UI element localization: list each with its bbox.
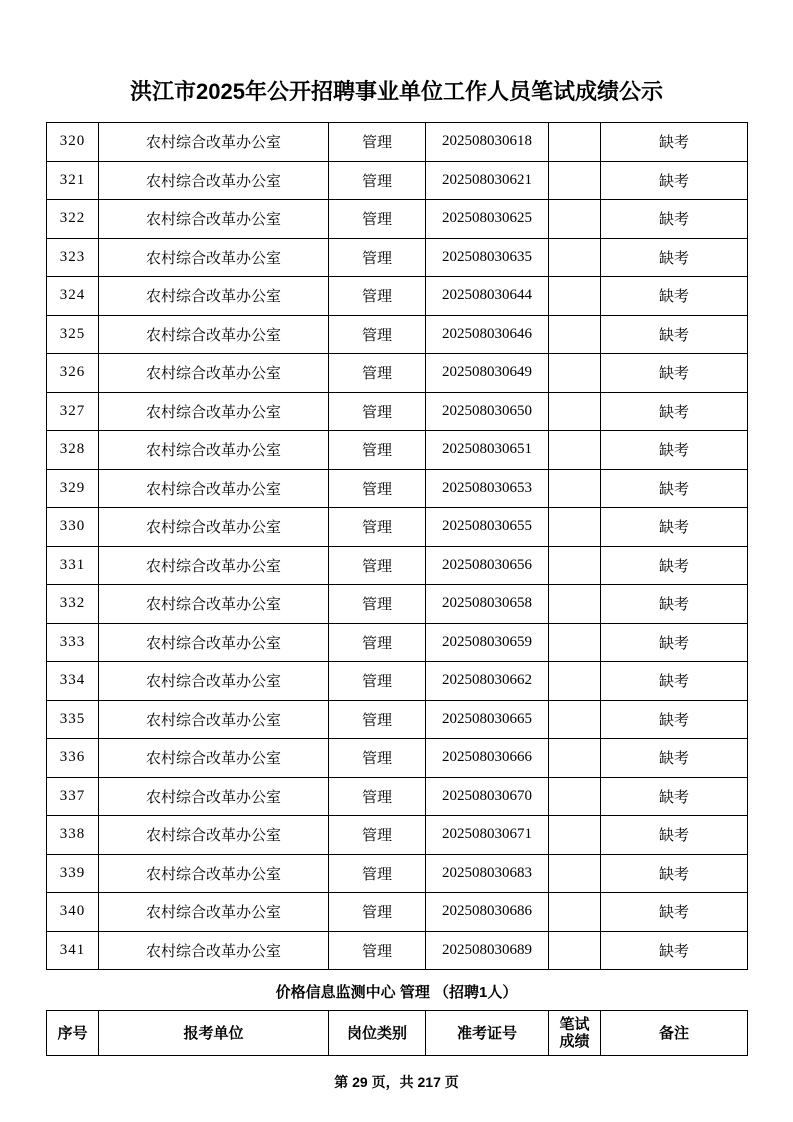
section-caption: 价格信息监测中心 管理 （招聘1人） (275, 984, 518, 1001)
table-row (47, 931, 748, 970)
table-row (47, 392, 748, 431)
cell-id: 202508030635 (426, 238, 549, 277)
cell-id: 202508030649 (426, 354, 549, 393)
cell-seq: 327 (47, 392, 99, 431)
cell-type: 管理 (329, 623, 426, 662)
cell-type: 管理 (329, 931, 426, 970)
cell-score (549, 431, 601, 470)
cell-id: 202508030656 (426, 546, 549, 585)
page-footer: 第 29 页，共 217 页 (334, 1074, 459, 1090)
table-row (47, 469, 748, 508)
cell-type: 管理 (329, 315, 426, 354)
cell-unit: 农村综合改革办公室 (99, 816, 329, 855)
cell-seq: 320 (47, 123, 99, 162)
cell-id: 202508030650 (426, 392, 549, 431)
cell-seq: 336 (47, 739, 99, 778)
table-row (47, 200, 748, 239)
cell-seq: 325 (47, 315, 99, 354)
table-row (47, 123, 748, 162)
column-header-type: 岗位类别 (329, 1011, 426, 1056)
cell-score (549, 623, 601, 662)
cell-seq: 338 (47, 816, 99, 855)
table-row (47, 431, 748, 470)
cell-note: 缺考 (601, 238, 748, 277)
cell-seq: 332 (47, 585, 99, 624)
cell-type: 管理 (329, 392, 426, 431)
cell-note: 缺考 (601, 277, 748, 316)
cell-id: 202508030646 (426, 315, 549, 354)
cell-type: 管理 (329, 508, 426, 547)
cell-score (549, 469, 601, 508)
cell-unit: 农村综合改革办公室 (99, 931, 329, 970)
page-title: 洪江市2025年公开招聘事业单位工作人员笔试成绩公示 (130, 79, 663, 104)
cell-note: 缺考 (601, 623, 748, 662)
cell-unit: 农村综合改革办公室 (99, 739, 329, 778)
cell-note: 缺考 (601, 739, 748, 778)
cell-score (549, 931, 601, 970)
cell-id: 202508030689 (426, 931, 549, 970)
column-header-score-line1: 笔试 (559, 1016, 590, 1033)
table-row (47, 893, 748, 932)
table-row (47, 585, 748, 624)
cell-id: 202508030653 (426, 469, 549, 508)
results-table (46, 122, 748, 970)
cell-note: 缺考 (601, 816, 748, 855)
cell-type: 管理 (329, 469, 426, 508)
cell-score (549, 277, 601, 316)
cell-note: 缺考 (601, 431, 748, 470)
cell-type: 管理 (329, 585, 426, 624)
table-row (47, 161, 748, 200)
cell-note: 缺考 (601, 854, 748, 893)
cell-unit: 农村综合改革办公室 (99, 585, 329, 624)
cell-id: 202508030670 (426, 777, 549, 816)
cell-unit: 农村综合改革办公室 (99, 508, 329, 547)
cell-unit: 农村综合改革办公室 (99, 123, 329, 162)
table-row (47, 546, 748, 585)
table-row (47, 816, 748, 855)
cell-id: 202508030662 (426, 662, 549, 701)
cell-type: 管理 (329, 123, 426, 162)
cell-note: 缺考 (601, 354, 748, 393)
column-header-note: 备注 (601, 1011, 748, 1056)
cell-type: 管理 (329, 777, 426, 816)
column-header-score (549, 1011, 601, 1056)
cell-seq: 324 (47, 277, 99, 316)
cell-note: 缺考 (601, 662, 748, 701)
cell-score (549, 739, 601, 778)
cell-seq: 339 (47, 854, 99, 893)
cell-unit: 农村综合改革办公室 (99, 392, 329, 431)
cell-id: 202508030671 (426, 816, 549, 855)
cell-type: 管理 (329, 431, 426, 470)
cell-seq: 341 (47, 931, 99, 970)
cell-seq: 323 (47, 238, 99, 277)
cell-note: 缺考 (601, 893, 748, 932)
cell-note: 缺考 (601, 200, 748, 239)
cell-unit: 农村综合改革办公室 (99, 431, 329, 470)
table-row (47, 238, 748, 277)
cell-note: 缺考 (601, 777, 748, 816)
cell-seq: 321 (47, 161, 99, 200)
cell-id: 202508030683 (426, 854, 549, 893)
cell-id: 202508030655 (426, 508, 549, 547)
cell-score (549, 546, 601, 585)
cell-id: 202508030666 (426, 739, 549, 778)
cell-type: 管理 (329, 354, 426, 393)
column-header-seq: 序号 (47, 1011, 99, 1056)
cell-note: 缺考 (601, 123, 748, 162)
cell-unit: 农村综合改革办公室 (99, 354, 329, 393)
cell-type: 管理 (329, 739, 426, 778)
cell-unit: 农村综合改革办公室 (99, 854, 329, 893)
cell-score (549, 585, 601, 624)
cell-score (549, 662, 601, 701)
cell-score (549, 700, 601, 739)
cell-score (549, 893, 601, 932)
cell-score (549, 123, 601, 162)
cell-type: 管理 (329, 277, 426, 316)
cell-seq: 330 (47, 508, 99, 547)
cell-seq: 340 (47, 893, 99, 932)
table-row (47, 777, 748, 816)
cell-unit: 农村综合改革办公室 (99, 161, 329, 200)
cell-seq: 322 (47, 200, 99, 239)
cell-seq: 335 (47, 700, 99, 739)
cell-type: 管理 (329, 238, 426, 277)
table-header-row (47, 1011, 748, 1056)
cell-type: 管理 (329, 200, 426, 239)
cell-id: 202508030651 (426, 431, 549, 470)
cell-note: 缺考 (601, 315, 748, 354)
cell-unit: 农村综合改革办公室 (99, 200, 329, 239)
cell-unit: 农村综合改革办公室 (99, 315, 329, 354)
cell-id: 202508030659 (426, 623, 549, 662)
cell-note: 缺考 (601, 931, 748, 970)
column-header-score-line2: 成绩 (559, 1033, 590, 1050)
cell-seq: 328 (47, 431, 99, 470)
cell-seq: 326 (47, 354, 99, 393)
table-row (47, 700, 748, 739)
cell-note: 缺考 (601, 508, 748, 547)
cell-note: 缺考 (601, 700, 748, 739)
cell-unit: 农村综合改革办公室 (99, 700, 329, 739)
cell-type: 管理 (329, 662, 426, 701)
table-row (47, 854, 748, 893)
table-row (47, 354, 748, 393)
table-row (47, 315, 748, 354)
cell-note: 缺考 (601, 469, 748, 508)
column-header-unit: 报考单位 (99, 1011, 329, 1056)
cell-note: 缺考 (601, 585, 748, 624)
cell-seq: 331 (47, 546, 99, 585)
cell-type: 管理 (329, 854, 426, 893)
cell-type: 管理 (329, 546, 426, 585)
cell-id: 202508030625 (426, 200, 549, 239)
cell-note: 缺考 (601, 392, 748, 431)
cell-type: 管理 (329, 161, 426, 200)
cell-seq: 334 (47, 662, 99, 701)
cell-score (549, 315, 601, 354)
cell-type: 管理 (329, 816, 426, 855)
column-header-id: 准考证号 (426, 1011, 549, 1056)
table-row (47, 662, 748, 701)
cell-score (549, 816, 601, 855)
cell-score (549, 777, 601, 816)
table-row (47, 623, 748, 662)
cell-id: 202508030686 (426, 893, 549, 932)
cell-unit: 农村综合改革办公室 (99, 277, 329, 316)
cell-id: 202508030658 (426, 585, 549, 624)
cell-unit: 农村综合改革办公室 (99, 469, 329, 508)
cell-score (549, 161, 601, 200)
cell-unit: 农村综合改革办公室 (99, 662, 329, 701)
cell-seq: 329 (47, 469, 99, 508)
cell-score (549, 354, 601, 393)
cell-type: 管理 (329, 893, 426, 932)
cell-score (549, 200, 601, 239)
cell-unit: 农村综合改革办公室 (99, 546, 329, 585)
cell-unit: 农村综合改革办公室 (99, 893, 329, 932)
cell-score (549, 392, 601, 431)
cell-score (549, 854, 601, 893)
cell-note: 缺考 (601, 161, 748, 200)
cell-unit: 农村综合改革办公室 (99, 777, 329, 816)
results-table-body (47, 123, 748, 970)
table-row (47, 277, 748, 316)
cell-id: 202508030621 (426, 161, 549, 200)
cell-id: 202508030618 (426, 123, 549, 162)
cell-note: 缺考 (601, 546, 748, 585)
next-section-header-table (46, 1010, 748, 1056)
cell-id: 202508030665 (426, 700, 549, 739)
table-row (47, 739, 748, 778)
table-row (47, 508, 748, 547)
cell-id: 202508030644 (426, 277, 549, 316)
cell-unit: 农村综合改革办公室 (99, 238, 329, 277)
cell-seq: 333 (47, 623, 99, 662)
cell-score (549, 238, 601, 277)
cell-unit: 农村综合改革办公室 (99, 623, 329, 662)
cell-type: 管理 (329, 700, 426, 739)
cell-score (549, 508, 601, 547)
cell-seq: 337 (47, 777, 99, 816)
